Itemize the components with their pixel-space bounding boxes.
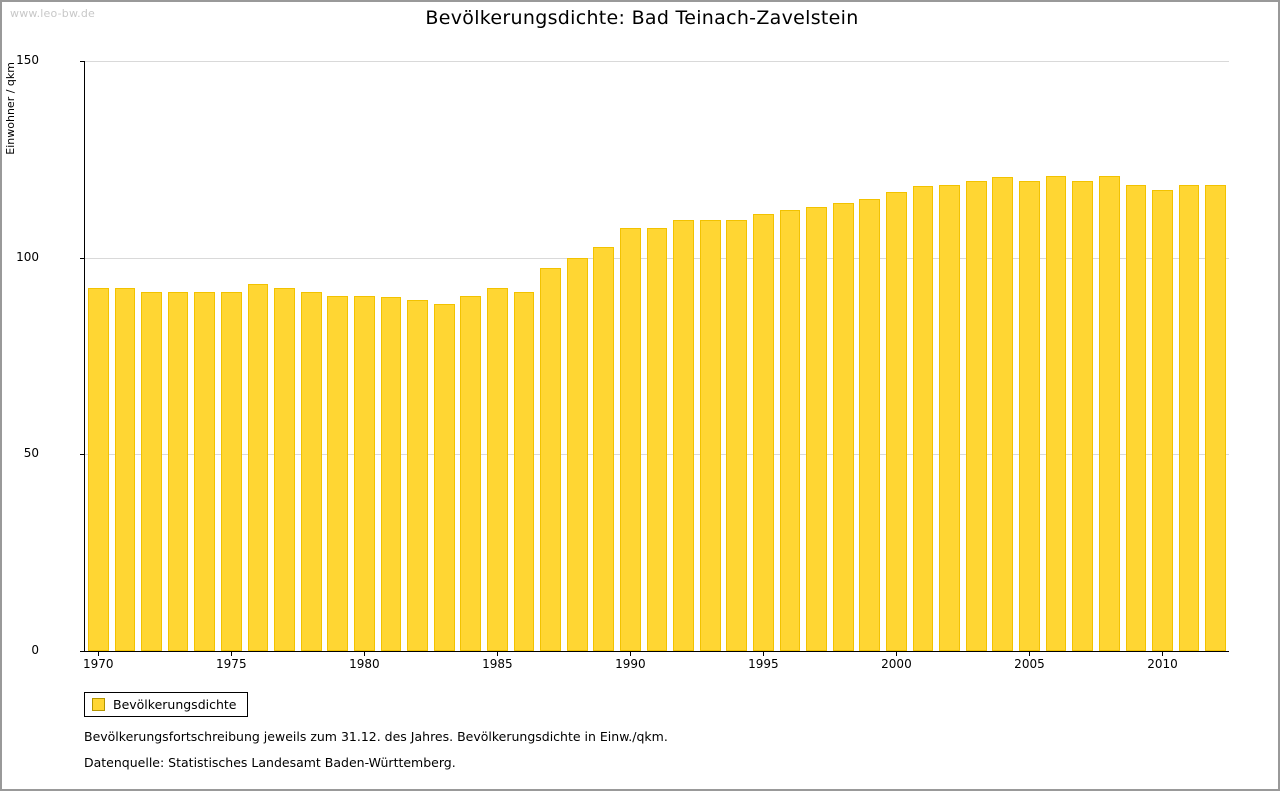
bar: [1099, 176, 1120, 651]
watermark-label: www.leo-bw.de: [10, 7, 96, 20]
x-tick-mark: [1029, 651, 1030, 656]
bar: [168, 292, 189, 651]
x-tick-mark: [98, 651, 99, 656]
bar: [514, 292, 535, 651]
y-tick-mark: [80, 258, 85, 259]
page-title: Bevölkerungsdichte: Bad Teinach-Zavelstein: [425, 7, 859, 29]
bar: [274, 288, 295, 651]
bar-series: [85, 61, 1229, 651]
bar: [806, 207, 827, 651]
x-tick-label: 2005: [1014, 657, 1045, 671]
bar: [460, 296, 481, 651]
bar: [407, 300, 428, 651]
bar: [540, 268, 561, 651]
bar: [700, 220, 721, 651]
x-tick-mark: [1162, 651, 1163, 656]
footnote-description: Bevölkerungsfortschreibung jeweils zum 31.12. des Jahres. Bevölkerungsdichte in Einw./qkm.: [84, 729, 668, 744]
x-tick-label: 1980: [349, 657, 380, 671]
x-tick-label: 2000: [881, 657, 912, 671]
x-tick-mark: [364, 651, 365, 656]
footnote-source: Datenquelle: Statistisches Landesamt Baden-Württemberg.: [84, 755, 456, 770]
x-tick-mark: [630, 651, 631, 656]
bar: [141, 292, 162, 651]
bar: [620, 228, 641, 651]
bar: [833, 203, 854, 651]
bar: [1072, 181, 1093, 651]
bar: [221, 292, 242, 651]
bar: [992, 177, 1013, 651]
bar: [673, 220, 694, 651]
y-tick-mark: [80, 651, 85, 652]
x-tick-label: 1990: [615, 657, 646, 671]
bar: [886, 192, 907, 651]
y-tick-mark: [80, 61, 85, 62]
x-tick-label: 2010: [1147, 657, 1178, 671]
y-axis-label: Einwohner / qkm: [4, 62, 17, 155]
bar: [593, 247, 614, 651]
y-tick-mark: [80, 454, 85, 455]
legend-swatch-icon: [92, 698, 105, 711]
bar: [1126, 185, 1147, 651]
y-tick-label: 50: [23, 446, 39, 461]
bar: [354, 296, 375, 651]
bar: [1019, 181, 1040, 651]
bar: [780, 210, 801, 651]
bar: [753, 214, 774, 651]
bar: [115, 288, 136, 651]
x-tick-mark: [231, 651, 232, 656]
bar: [487, 288, 508, 651]
plot-area: [16, 53, 1229, 671]
x-tick-mark: [497, 651, 498, 656]
legend: [84, 692, 248, 717]
bar: [248, 284, 269, 651]
x-tick-mark: [896, 651, 897, 656]
x-tick-label: 1995: [748, 657, 779, 671]
bar: [966, 181, 987, 651]
bar: [1152, 190, 1173, 651]
x-tick-label: 1985: [482, 657, 513, 671]
bar: [1205, 185, 1226, 651]
bar: [194, 292, 215, 651]
bar: [1046, 176, 1067, 651]
bar: [434, 304, 455, 651]
x-tick-label: 1975: [216, 657, 247, 671]
legend-label: Bevölkerungsdichte: [113, 697, 237, 712]
bar: [567, 258, 588, 651]
bar: [647, 228, 668, 651]
y-tick-label: 150: [16, 53, 39, 67]
bar: [913, 186, 934, 651]
bar: [859, 199, 880, 651]
bar: [939, 185, 960, 651]
bar: [726, 220, 747, 651]
y-tick-label: 100: [16, 249, 39, 264]
bar: [327, 296, 348, 651]
x-tick-label: 1970: [83, 657, 114, 671]
bar: [381, 297, 402, 651]
bar: [88, 288, 109, 651]
x-tick-mark: [763, 651, 764, 656]
y-tick-label: 0: [31, 643, 39, 657]
bar: [301, 292, 322, 651]
bar: [1179, 185, 1200, 651]
